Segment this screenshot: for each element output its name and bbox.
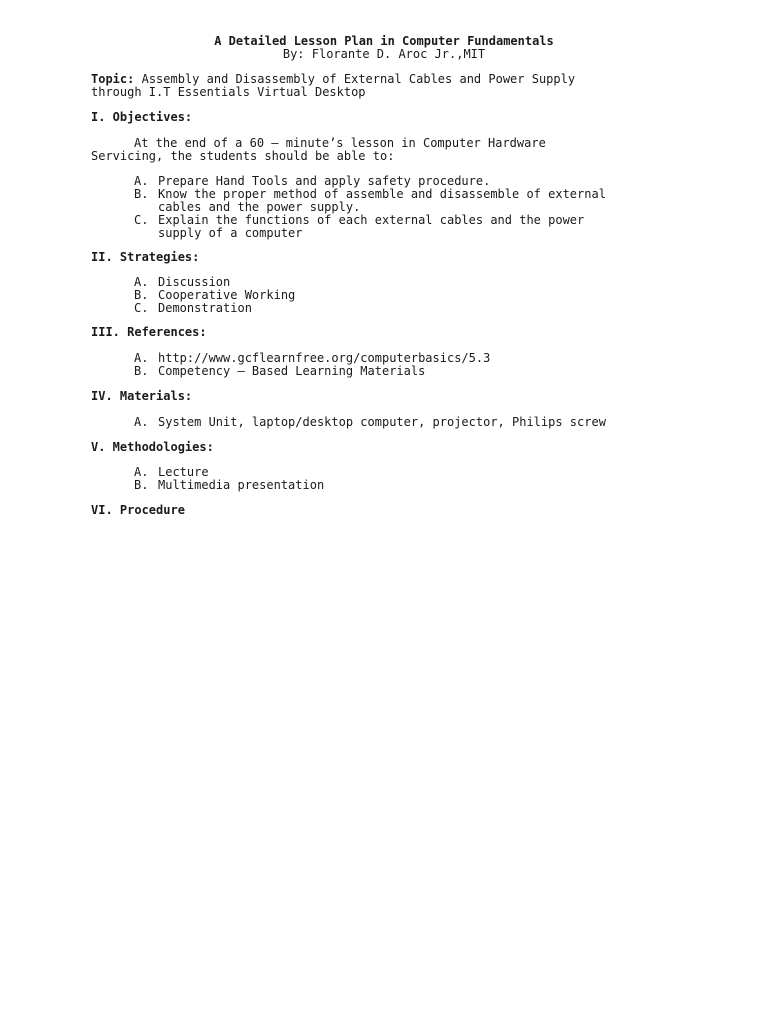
list-item-line: Explain the functions of each external cables and the power bbox=[158, 213, 585, 227]
strategies-heading: II. Strategies: bbox=[91, 250, 200, 264]
list-item-letter: A. bbox=[134, 174, 149, 188]
list-item-text: Competency – Based Learning Materials bbox=[158, 364, 426, 378]
objectives-intro-line-2: Servicing, the students should be able to: bbox=[91, 149, 395, 163]
topic-line-1: Assembly and Disassembly of External Cables and Power Supply bbox=[141, 72, 576, 86]
list-item-line: cables and the power supply. bbox=[158, 200, 361, 214]
topic-label: Topic: bbox=[91, 72, 135, 86]
list-item-letter: C. bbox=[134, 213, 149, 227]
topic-line-2: through I.T Essentials Virtual Desktop bbox=[91, 85, 366, 99]
materials-list bbox=[134, 416, 694, 429]
title-block bbox=[0, 35, 768, 61]
list-item-line: Know the proper method of assemble and disassemble of external bbox=[158, 187, 606, 201]
list-item-letter: B. bbox=[134, 288, 149, 302]
list-item bbox=[134, 479, 694, 492]
list-item-text: Discussion bbox=[158, 275, 231, 289]
document-author: By: Florante D. Aroc Jr.,MIT bbox=[282, 47, 486, 61]
objectives-intro bbox=[91, 137, 651, 163]
objectives-list bbox=[134, 175, 694, 240]
list-item-line: supply of a computer bbox=[158, 226, 303, 240]
list-item bbox=[134, 365, 694, 378]
list-item-letter: A. bbox=[134, 465, 149, 479]
methodologies-list bbox=[134, 466, 694, 492]
list-item-text: Demonstration bbox=[158, 301, 252, 315]
objectives-intro-line-1: At the end of a 60 – minute’s lesson in Computer Hardware bbox=[134, 136, 546, 150]
list-item-letter: B. bbox=[134, 187, 149, 201]
methodologies-heading: V. Methodologies: bbox=[91, 440, 214, 454]
list-item-letter: B. bbox=[134, 478, 149, 492]
list-item bbox=[134, 302, 694, 315]
list-item-text bbox=[158, 188, 694, 214]
list-item-text bbox=[158, 214, 694, 240]
references-list bbox=[134, 352, 694, 378]
topic-paragraph bbox=[91, 73, 691, 99]
list-item-letter: C. bbox=[134, 301, 149, 315]
list-item-text: Lecture bbox=[158, 465, 209, 479]
list-item-letter: A. bbox=[134, 351, 149, 365]
list-item bbox=[134, 188, 694, 214]
list-item-text: Cooperative Working bbox=[158, 288, 296, 302]
list-item bbox=[134, 416, 694, 429]
strategies-list bbox=[134, 276, 694, 315]
list-item-text: System Unit, laptop/desktop computer, projector, Philips screw bbox=[158, 415, 606, 429]
list-item-letter: B. bbox=[134, 364, 149, 378]
list-item bbox=[134, 214, 694, 240]
list-item-letter: A. bbox=[134, 275, 149, 289]
list-item-text: http://www.gcflearnfree.org/computerbasics/5.3 bbox=[158, 351, 491, 365]
list-item-line: Prepare Hand Tools and apply safety procedure. bbox=[158, 174, 491, 188]
list-item-text: Multimedia presentation bbox=[158, 478, 325, 492]
document-title: A Detailed Lesson Plan in Computer Fundamentals bbox=[214, 34, 554, 48]
list-item-letter: A. bbox=[134, 415, 149, 429]
objectives-heading: I. Objectives: bbox=[91, 110, 193, 124]
materials-heading: IV. Materials: bbox=[91, 389, 193, 403]
procedure-heading: VI. Procedure bbox=[91, 503, 185, 517]
references-heading: III. References: bbox=[91, 325, 207, 339]
